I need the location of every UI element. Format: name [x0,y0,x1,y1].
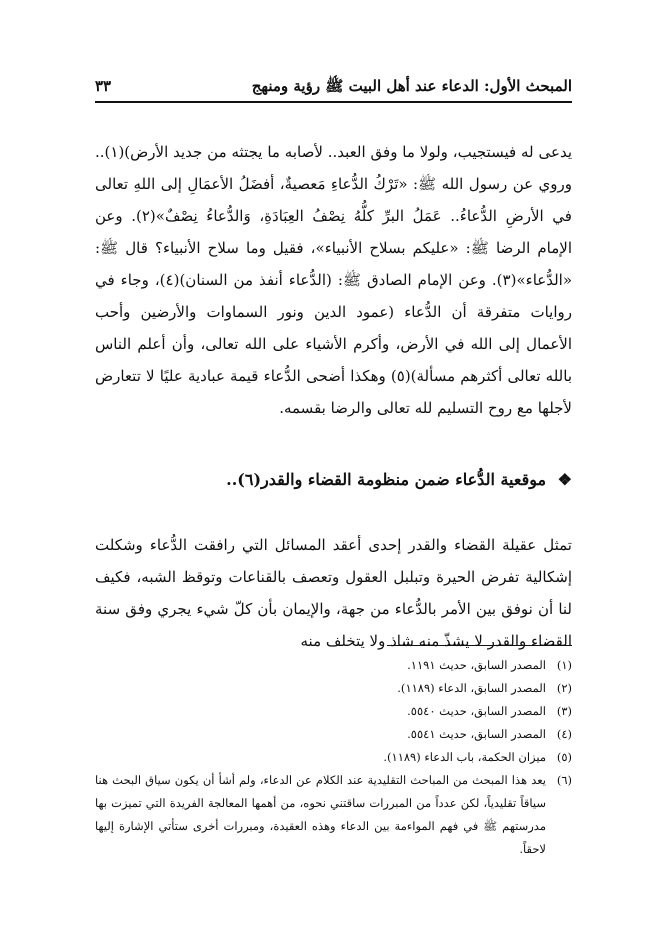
footnote-number: (٦) [556,773,572,787]
main-text [95,136,572,424]
diamond-bullet-icon: ❖ [557,470,572,489]
footnote-text: المصدر السابق، حديث ٥٥٤١. [407,727,546,741]
footnote-text: المصدر السابق، حديث ١١٩١. [407,658,546,672]
footnote [95,700,572,723]
footnote-text: ميزان الحكمة، باب الدعاء (١١٨٩). [383,750,546,764]
footnote [95,677,572,700]
running-title: المبحث الأول: الدعاء عند أهل البيت ﷺ رؤية ومنهج [251,77,572,95]
footnote [95,723,572,746]
section-heading [95,464,572,496]
footnote [95,746,572,769]
footnote-number: (٥) [556,750,572,764]
footnote-number: (١) [556,658,572,672]
footnotes-list [95,654,572,861]
footnote-number: (٢) [556,681,572,695]
section-paragraph: تمثل عقيلة القضاء والقدر إحدى أعقد المسائل التي رافقت الدُّعاء وشكلت إشكالية تفرض الحيرة وتبلبل العقول وتعصف بالقناعات وتوقظ الشبه، فكيف لنا أن نوفق بين الأمر بالدُّعاء من جهة، والإيمان بأن كلّ شيء يجري وفق سنة القضاء والقدر لا يشذّ منه شاذ ولا يتخلف منه [95,536,572,650]
page-header [95,70,572,96]
page-number: ٣٣ [95,77,112,95]
section-heading-text: موقعية الدُّعاء ضمن منظومة القضاء والقدر(٦).. [226,470,547,489]
body-paragraph: يدعى له فيستجيب، ولولا ما وفق العبد.. لأصابه ما يجتثه من جديد الأرض)(١).. وروي عن رسول الله ﷺ: «تَرْكُ الدُّعاءِ مَعصيةٌ، أفضَلُ الأعمَالِ إلى اللهِ تعالى في الأرضِ الدُّعاءُ.. عَمَلُ البرِّ كلُّهُ نِصْفُ العِبَادَةِ، وَالدُّعاءُ نِصْفٌ»(٢). وعن الإمام الرضا ﷺ: «عليكم بسلاح الأنبياء»، فقيل وما سلاح الأنبياء؟ قال ﷺ: «الدُّعاء»(٣). وعن الإمام الصادق ﷺ: (الدُّعاء أنفذ من السنان)(٤)، وجاء في روايات متفرقة أن الدُّعاء (عمود الدين ونور السماوات والأرضين وأحب الأعمال إلى الله في الأرض، وأكرم الأشياء على الله تعالى، وأن أعلم الناس بالله تعالى أكثرهم مسألة)(٥) وهكذا أضحى الدُّعاء قيمة عبادية عليًا لا تتعارض لأجلها مع روح التسليم لله تعالى والرضا بقسمه. [95,143,573,417]
footnote [95,769,572,861]
section-text [95,514,572,672]
footnote-text: المصدر السابق، الدعاء (١١٨٩). [397,681,546,695]
footnote-text: يعد هذا المبحث من المباحث التقليدية عند الكلام عن الدعاء، ولم أشأ أن يكون سياق البحث هنا سياقاً تقليدياً، لكن عدداً من المبررات ساقتني نحوه، من أهمها المعالجة الفريدة التي تميزت بها مدرستهم ﷺ في فهم المواءمة بين الدعاء وهذه العقيدة، ومبررات أخرى ستأتي الإشارة إليها لاحقاً. [95,773,546,856]
footnote [95,654,572,677]
footnote-text: المصدر السابق، حديث ٥٥٤٠. [407,704,546,718]
header-rule [95,101,572,103]
footnote-number: (٣) [556,704,572,718]
footnote-number: (٤) [556,727,572,741]
footnote-rule [387,645,572,646]
